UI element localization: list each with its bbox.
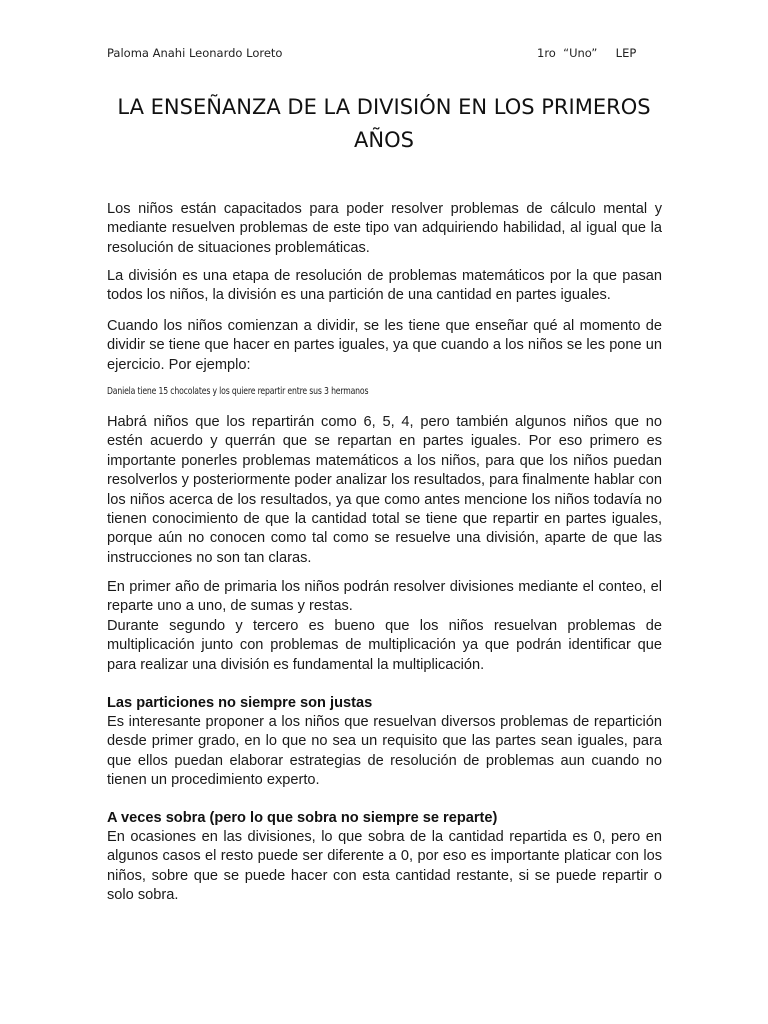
section-heading-particiones: Las particiones no siempre son justas bbox=[107, 695, 373, 711]
page-header bbox=[107, 46, 647, 66]
paragraph-5: En primer año de primaria los niños podrán resolver divisiones mediante el conteo, el reparte uno a uno, de sumas y restas. bbox=[107, 579, 662, 615]
section-text-particiones: Es interesante proponer a los niños que resuelvan diversos problemas de repartición desde primer grado, en lo que no sea un requisito que las partes sean iguales, para que ellos puedan elaborar estrategias de resolución de problemas aun cuando no tienen un procedimiento experto. bbox=[107, 714, 662, 789]
example-problem: Daniela tiene 15 chocolates y los quiere repartir entre sus 3 hermanos bbox=[107, 386, 369, 397]
document-title: LA ENSEÑANZA DE LA DIVISIÓN EN LOS PRIMEROS AÑOS bbox=[117, 95, 651, 152]
paragraph-3: Cuando los niños comienzan a dividir, se les tiene que enseñar qué al momento de dividir se tiene que hacer en partes iguales, ya que cuando a los niños se les pone un ejercicio. Por ejemplo: bbox=[107, 318, 662, 373]
author-name: Paloma Anahi Leonardo Loreto bbox=[107, 46, 283, 60]
paragraph-2: La división es una etapa de resolución de problemas matemáticos por la que pasan todos los niños, la división es una partición de una cantidad en partes iguales. bbox=[107, 268, 662, 304]
section-text-sobra: En ocasiones en las divisiones, lo que sobra de la cantidad repartida es 0, pero en algunos casos el resto puede ser diferente a 0, por eso es importante platicar con los niños, sobre que se puede hacer con esta cantidad restante, si se puede repartir o solo sobra. bbox=[107, 829, 662, 904]
section-heading-sobra: A veces sobra (pero lo que sobra no siempre se reparte) bbox=[107, 810, 498, 826]
paragraph-6: Durante segundo y tercero es bueno que los niños resuelvan problemas de multiplicación junto con problemas de multiplicación ya que podrán identificar que para realizar una división es fundamental la multiplicación. bbox=[107, 618, 662, 673]
paragraph-1: Los niños están capacitados para poder resolver problemas de cálculo mental y mediante resuelven problemas de este tipo van adquiriendo habilidad, al igual que la resolución de situaciones problemáticas. bbox=[107, 201, 662, 256]
course-info: 1ro “Uno” LEP bbox=[537, 46, 637, 60]
paragraph-4: Habrá niños que los repartirán como 6, 5, 4, pero también algunos niños que no estén acuerdo y querrán que se repartan en partes iguales. Por eso primero es importante ponerles problemas matemáticos a los niños, para que los niños puedan resolverlos y posteriormente poder analizar los resultados, para finalmente hablar con los niños acerca de los resultados, ya que como antes mencione los niños todavía no tienen conocimiento de que la cantidad total se tiene que repartir en partes iguales, porque aún no conocen como tal como se resuelve una división, aparte de que las instrucciones no son tan claras. bbox=[107, 414, 662, 566]
